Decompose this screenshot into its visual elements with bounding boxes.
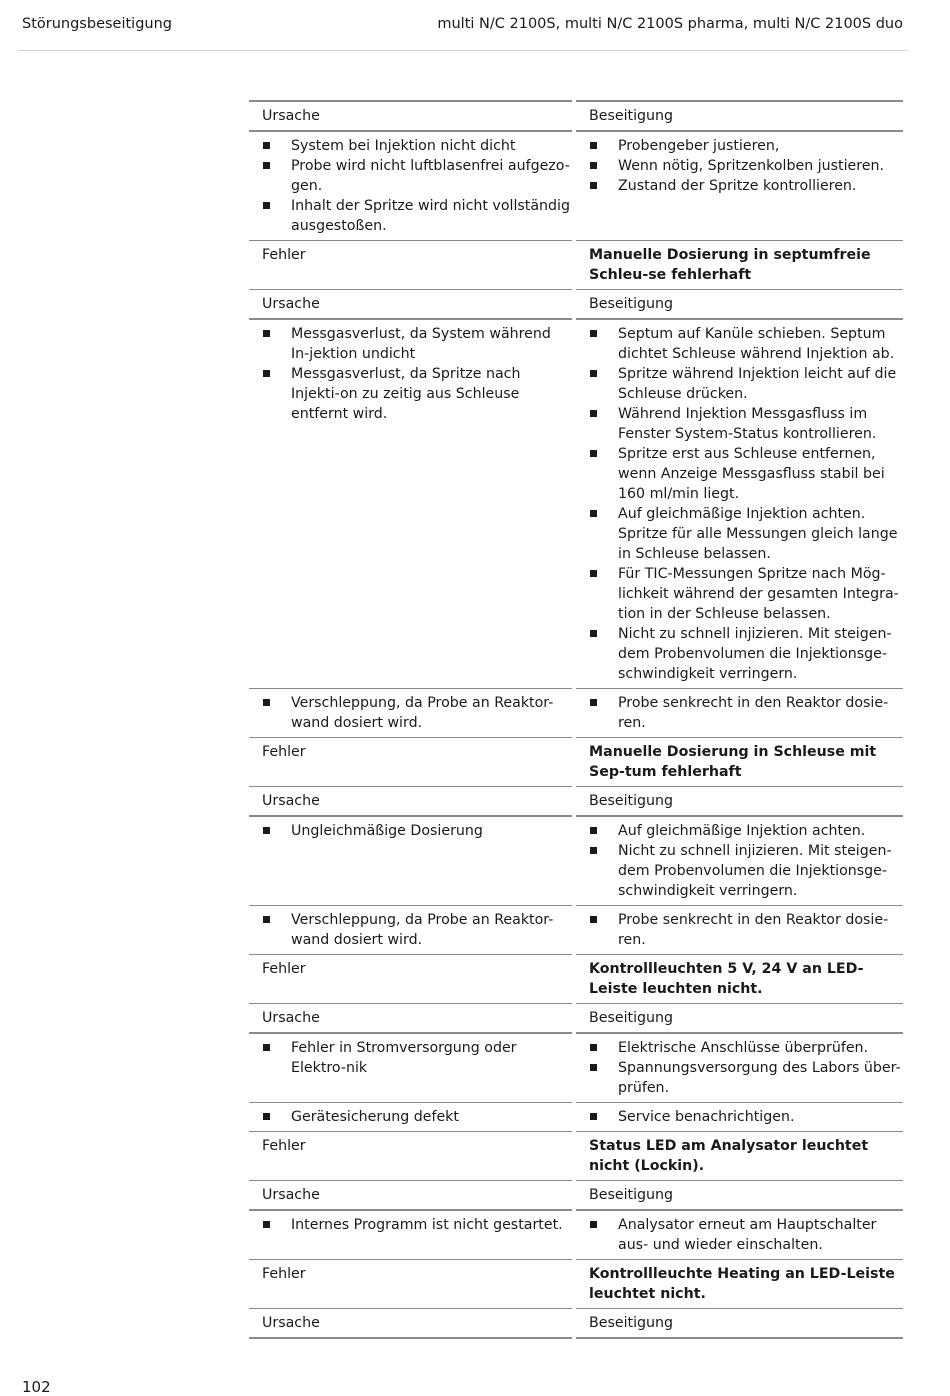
table-row: [249, 906, 903, 955]
table-row: [249, 1260, 903, 1309]
table-row: [249, 1034, 903, 1103]
remedy-list: [589, 693, 903, 733]
remedy-list: [589, 821, 903, 901]
cause-list: [262, 1038, 572, 1078]
list-item: Probe senkrecht in den Reaktor dosie-ren.: [589, 693, 903, 733]
remedy-cell: [576, 955, 903, 1004]
list-item: Zustand der Spritze kontrollieren.: [589, 176, 903, 196]
table-row: [249, 320, 903, 689]
remedy-list: [589, 910, 903, 950]
cause-list: [262, 821, 572, 841]
table-row: [249, 1181, 903, 1211]
remedy-cell: [576, 100, 903, 132]
table-row: [249, 738, 903, 787]
cause-list: [262, 1107, 572, 1127]
fault-title: Kontrollleuchten 5 V, 24 V an LED-Leiste leuchten nicht.: [589, 961, 864, 997]
table-row: [249, 1211, 903, 1260]
fault-label: Fehler: [262, 1266, 306, 1282]
list-item: Messgasverlust, da System während In-jektion undicht: [262, 324, 572, 364]
table-row: [249, 689, 903, 738]
list-item: Spannungsversorgung des Labors über-prüfen.: [589, 1058, 903, 1098]
cause-cell: [249, 241, 572, 290]
remedy-cell: [576, 1260, 903, 1309]
list-item: Auf gleichmäßige Injektion achten.: [589, 821, 903, 841]
section-title: Störungsbeseitigung: [22, 16, 172, 32]
remedy-cell: [576, 787, 903, 817]
table-row: [249, 290, 903, 320]
cause-list: [262, 693, 572, 733]
cause-label: Ursache: [262, 1187, 320, 1203]
remedy-cell: [576, 1034, 903, 1103]
list-item: Auf gleichmäßige Injektion achten. Spritze für alle Messungen gleich lange in Schleuse belassen.: [589, 504, 903, 564]
cause-cell: [249, 1103, 572, 1132]
table-row: [249, 241, 903, 290]
remedy-cell: [576, 320, 903, 689]
remedy-label: Beseitigung: [589, 1187, 674, 1203]
list-item: Für TIC-Messungen Spritze nach Mög-lichkeit während der gesamten Integra-tion in der Schleuse belassen.: [589, 564, 903, 624]
table-row: [249, 955, 903, 1004]
list-item: Elektrische Anschlüsse überprüfen.: [589, 1038, 903, 1058]
remedy-list: [589, 324, 903, 684]
remedy-list: [589, 1107, 903, 1127]
list-item: System bei Injektion nicht dicht: [262, 136, 572, 156]
remedy-label: Beseitigung: [589, 1315, 674, 1331]
cause-cell: [249, 817, 572, 906]
fault-title: Status LED am Analysator leuchtet nicht (Lockin).: [589, 1138, 869, 1174]
list-item: Probe wird nicht luftblasenfrei aufgezo-gen.: [262, 156, 572, 196]
list-item: Wenn nötig, Spritzenkolben justieren.: [589, 156, 903, 176]
cause-list: [262, 324, 572, 424]
remedy-cell: [576, 817, 903, 906]
cause-cell: [249, 290, 572, 320]
table-row: [249, 1103, 903, 1132]
list-item: Gerätesicherung defekt: [262, 1107, 572, 1127]
remedy-cell: [576, 132, 903, 241]
remedy-list: [589, 1038, 903, 1098]
remedy-label: Beseitigung: [589, 793, 674, 809]
cause-cell: [249, 320, 572, 689]
cause-label: Ursache: [262, 108, 320, 124]
list-item: Internes Programm ist nicht gestartet.: [262, 1215, 572, 1235]
remedy-cell: [576, 1309, 903, 1339]
remedy-cell: [576, 1211, 903, 1260]
list-item: Inhalt der Spritze wird nicht vollständig ausgestoßen.: [262, 196, 572, 236]
fault-title: Manuelle Dosierung in septumfreie Schleu-se fehlerhaft: [589, 247, 871, 283]
remedy-cell: [576, 1181, 903, 1211]
cause-label: Ursache: [262, 793, 320, 809]
fault-title: Manuelle Dosierung in Schleuse mit Sep-tum fehlerhaft: [589, 744, 877, 780]
table-row: [249, 1309, 903, 1339]
cause-cell: [249, 906, 572, 955]
cause-cell: [249, 1132, 572, 1181]
list-item: Analysator erneut am Hauptschalter aus- und wieder einschalten.: [589, 1215, 903, 1255]
remedy-cell: [576, 290, 903, 320]
remedy-cell: [576, 241, 903, 290]
cause-label: Ursache: [262, 1315, 320, 1331]
list-item: Messgasverlust, da Spritze nach Injekti-on zu zeitig aus Schleuse entfernt wird.: [262, 364, 572, 424]
list-item: Verschleppung, da Probe an Reaktor-wand dosiert wird.: [262, 910, 572, 950]
remedy-cell: [576, 1004, 903, 1034]
cause-cell: [249, 955, 572, 1004]
cause-list: [262, 1215, 572, 1235]
remedy-label: Beseitigung: [589, 108, 674, 124]
remedy-label: Beseitigung: [589, 1010, 674, 1026]
list-item: Nicht zu schnell injizieren. Mit steigen-dem Probenvolumen die Injektionsge-schwindigkeit verringern.: [589, 841, 903, 901]
table-body: [249, 100, 903, 1339]
list-item: Während Injektion Messgasfluss im Fenster System-Status kontrollieren.: [589, 404, 903, 444]
remedy-cell: [576, 689, 903, 738]
header-divider: [18, 50, 908, 51]
list-item: Septum auf Kanüle schieben. Septum dichtet Schleuse während Injektion ab.: [589, 324, 903, 364]
cause-label: Ursache: [262, 1010, 320, 1026]
cause-list: [262, 136, 572, 236]
troubleshooting-table: [245, 100, 907, 1339]
list-item: Probengeber justieren,: [589, 136, 903, 156]
cause-cell: [249, 1309, 572, 1339]
list-item: Verschleppung, da Probe an Reaktor-wand dosiert wird.: [262, 693, 572, 733]
list-item: Nicht zu schnell injizieren. Mit steigen-dem Probenvolumen die Injektionsge-schwindigkeit verringern.: [589, 624, 903, 684]
cause-cell: [249, 1034, 572, 1103]
table-row: [249, 787, 903, 817]
table-row: [249, 1132, 903, 1181]
list-item: Spritze während Injektion leicht auf die Schleuse drücken.: [589, 364, 903, 404]
fault-label: Fehler: [262, 744, 306, 760]
fault-label: Fehler: [262, 961, 306, 977]
remedy-list: [589, 1215, 903, 1255]
cause-cell: [249, 1181, 572, 1211]
table-row: [249, 132, 903, 241]
list-item: Fehler in Stromversorgung oder Elektro-nik: [262, 1038, 572, 1078]
remedy-cell: [576, 738, 903, 787]
cause-cell: [249, 787, 572, 817]
remedy-label: Beseitigung: [589, 296, 674, 312]
remedy-cell: [576, 1132, 903, 1181]
cause-cell: [249, 1004, 572, 1034]
remedy-list: [589, 136, 903, 196]
page-number: 102: [22, 1378, 51, 1396]
fault-title: Kontrollleuchte Heating an LED-Leiste leuchtet nicht.: [589, 1266, 895, 1302]
table-row: [249, 817, 903, 906]
cause-list: [262, 910, 572, 950]
list-item: Probe senkrecht in den Reaktor dosie-ren.: [589, 910, 903, 950]
cause-cell: [249, 132, 572, 241]
table-row: [249, 1004, 903, 1034]
cause-cell: [249, 1211, 572, 1260]
fault-label: Fehler: [262, 1138, 306, 1154]
table-row: [249, 100, 903, 132]
cause-cell: [249, 1260, 572, 1309]
cause-cell: [249, 738, 572, 787]
cause-label: Ursache: [262, 296, 320, 312]
list-item: Service benachrichtigen.: [589, 1107, 903, 1127]
remedy-cell: [576, 1103, 903, 1132]
remedy-cell: [576, 906, 903, 955]
list-item: Ungleichmäßige Dosierung: [262, 821, 572, 841]
product-title: multi N/C 2100S, multi N/C 2100S pharma, multi N/C 2100S duo: [437, 16, 903, 32]
fault-label: Fehler: [262, 247, 306, 263]
list-item: Spritze erst aus Schleuse entfernen, wenn Anzeige Messgasfluss stabil bei 160 ml/min liegt.: [589, 444, 903, 504]
cause-cell: [249, 100, 572, 132]
cause-cell: [249, 689, 572, 738]
